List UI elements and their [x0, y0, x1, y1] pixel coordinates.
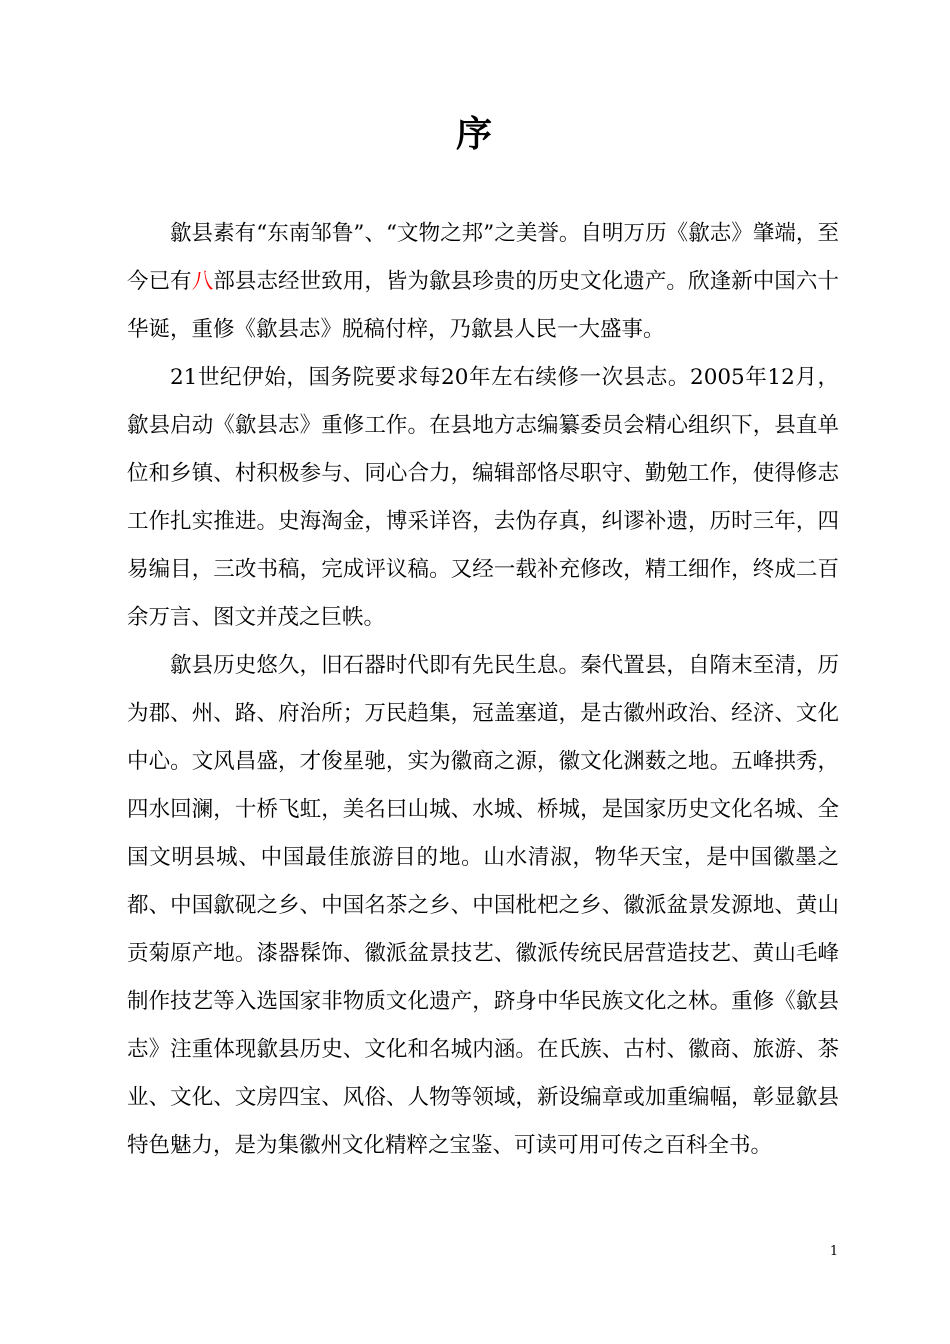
paragraph-2: 21世纪伊始，国务院要求每20年左右续修一次县志。2005年12月，歙县启动《歙县志》重修工作。在县地方志编纂委员会精心组织下，县直单位和乡镇、村积极参与、同心合力，编辑部恪尽职守、勤勉工作，使得修志工作扎实推进。史海淘金，博采详咨，去伪存真，纠谬补遗，历时三年，四易编目，三改书稿，完成评议稿。又经一载补充修改，精工细作，终成二百余万言、图文并茂之巨帙。: [127, 365, 839, 630]
paragraph-3: 歙县历史悠久，旧石器时代即有先民生息。秦代置县，自隋末至清，历为郡、州、路、府治所；万民趋集，冠盖塞道，是古徽州政治、经济、文化中心。文风昌盛，才俊星驰，实为徽商之源，徽文化渊薮之地。五峰拱秀，四水回澜，十桥飞虹，美名曰山城、水城、桥城，是国家历史文化名城、全国文明县城、中国最佳旅游目的地。山水清淑，物华天宝，是中国徽墨之都、中国歙砚之乡、中国名茶之乡、中国枇杷之乡、徽派盆景发源地、黄山贡菊原产地。漆器髹饰、徽派盆景技艺、徽派传统民居营造技艺、黄山毛峰制作技艺等入选国家非物质文化遗产，跻身中华民族文化之林。重修《歙县志》注重体现歙县历史、文化和名城内涵。在氏族、古村、徽商、旅游、茶业、文化、文房四宝、风俗、人物等领域，新设编章或加重编幅，彰显歙县特色魅力，是为集徽州文化精粹之宝鉴、可读可用可传之百科全书。: [127, 653, 839, 1158]
paragraph-1: [127, 210, 839, 354]
highlighted-number: 八: [191, 269, 214, 294]
document-body: [127, 210, 839, 1170]
paragraph-1-text-after: 部县志经世致用，皆为歙县珍贵的历史文化遗产。欣逢新中国六十华诞，重修《歙县志》脱稿付梓，乃歙县人民一大盛事。: [127, 269, 839, 342]
page-number: 1: [829, 1244, 839, 1259]
document-title: 序: [455, 113, 494, 155]
paragraph-1-text-before: 歙县素有“东南邹鲁”、“文物之邦”之美誉。自明万历《歙志》肇端，至今已有: [127, 221, 839, 294]
